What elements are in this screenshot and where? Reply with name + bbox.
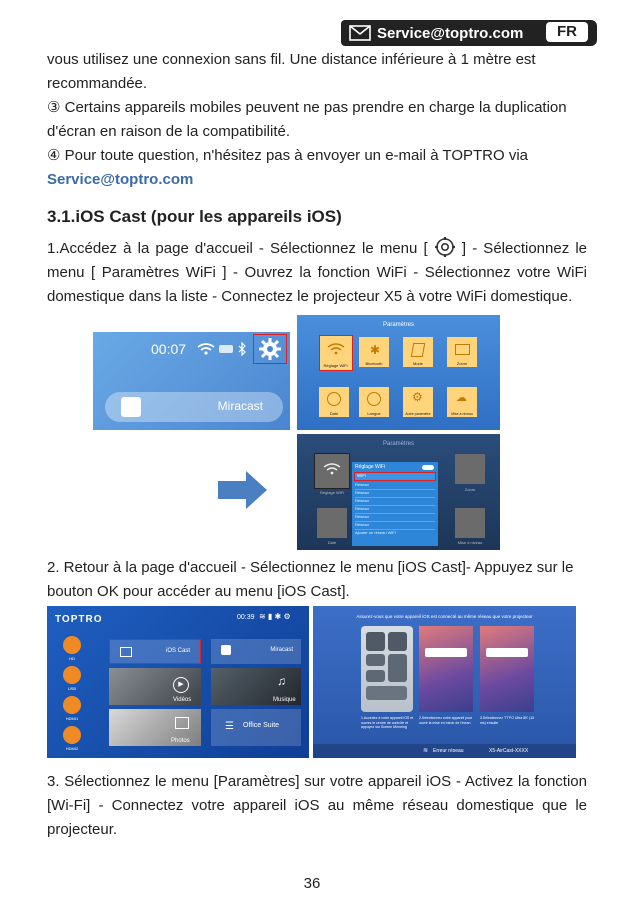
language-code: FR [546,22,588,42]
zoom-setting-tile[interactable] [447,337,477,367]
wifi-icon [197,342,215,356]
list-item-label: Réseau [355,522,369,527]
camera-icon [175,717,189,729]
settings-grid [319,335,485,425]
home-clock: 00:39 [237,614,255,621]
play-icon: ▶ [173,677,189,693]
wifi-icon [327,343,345,355]
cloud-upload-icon: ☁ [456,392,467,404]
list-item[interactable] [355,514,435,522]
ios-cast-tile[interactable] [109,639,201,664]
source-hdmi2[interactable] [63,726,81,744]
mode-icon [411,343,425,357]
list-item[interactable] [355,490,435,498]
email-badge [341,20,543,46]
page-number: 36 [303,875,321,892]
header-badge [341,20,599,46]
wifi-panel [352,462,438,546]
step3-text: 3. Sélectionnez le menu [Paramètres] sur votre appareil iOS - Activez la fonction [Wi-Fi] - Connectez votre appareil iOS au même réseau domestique que le projecteur. [47,773,587,838]
settings-item-label: Date [329,411,339,416]
settings-item-label: Mode [412,361,423,366]
office-suite-tile[interactable] [211,709,301,746]
settings-item-label: Langue [367,411,381,416]
clock-icon [327,392,341,406]
paragraph-distance: vous utilisez une connexion sans fil. Une distance inférieure à 1 mètre est recommandée. [47,51,536,92]
control-tile [366,654,385,666]
miracast-tile[interactable] [105,392,283,422]
source-label: HDMI1 [65,716,79,721]
photos-tile[interactable] [109,709,201,746]
bluetooth-icon: ✱ [370,343,381,357]
control-tile [366,686,407,700]
miracast-home-tile[interactable] [211,639,301,664]
wifi-row-highlight[interactable] [354,472,436,481]
control-tile [366,670,385,682]
list-item[interactable] [355,530,435,537]
wifi-bottom-right-label: Mise à niveau [457,540,483,545]
control-center-phone [361,626,413,712]
miracast-icon [121,397,141,417]
bluetooth-setting-tile[interactable] [359,337,389,367]
miracast-icon [221,645,231,655]
list-item-label: Réseau [355,506,369,511]
settings-item-label: Autre paramètre [405,412,431,416]
miracast-label: Miracast [217,399,263,413]
wifi-network-list [355,482,435,544]
list-icon: ☰ [225,721,234,732]
screenshot-settings-menu [297,315,500,430]
language-badge [543,20,597,46]
network-status: Erreur réseau [433,748,464,754]
device-name: X5-AirCast-XXXX [489,748,529,754]
source-label: HD [69,656,75,661]
videos-tile[interactable] [109,668,201,705]
mirroring-phone-2 [419,626,473,712]
ios-step-1: 1.Accédez à votre appareil iOS et ouvrez le centre de contrôle et appuyez sur Screen Mirroring [361,716,414,729]
list-item[interactable] [355,522,435,530]
upgrade-setting-tile[interactable] [447,387,477,417]
wifi-icon: ≋ [423,748,429,754]
wifi-bottom-left-label: Date [327,540,337,545]
zoom-tile-dim[interactable] [455,454,485,484]
wifi-row-label: WiFi [357,473,366,478]
step1-part-b: ] - Sélectionnez le menu [ Paramètres WiFi ] - Ouvrez la fonction WiFi - Sélectionnez votre WiFi domestique dans la liste - Connectez le projecteur X5 à votre WiFi domestique. [47,240,587,305]
screenshot-wifi-list [297,434,500,550]
device-popup [425,648,467,657]
gear-icon [258,337,282,361]
settings-item-label: Zoom [456,361,468,366]
screenshot-status-bar [93,332,290,430]
section-heading: 3.1.iOS Cast (pour les appareils iOS) [47,207,342,226]
list-item-label: Réseau [355,490,369,495]
ios-banner: Assurez-vous que votre appareil iOS est connecté au même réseau que votre projecteur [356,614,533,619]
step2-text: 2. Retour à la page d'accueil - Sélectionnez le menu [iOS Cast]- Appuyez sur le bouton OK pour accéder au menu [iOS Cast]. [47,559,574,600]
display-icon [455,344,470,355]
brand-logo: TOPTRO [55,614,103,625]
wifi-setting-tile[interactable] [319,335,353,371]
screenshot-ios-cast-guide [313,606,576,758]
arrow-right-icon [218,471,268,509]
wifi-toggle[interactable] [422,465,434,470]
list-item-label: Réseau [355,514,369,519]
tile-label: Photos [171,738,190,744]
upgrade-tile-dim[interactable] [455,508,485,538]
mirroring-phone-3 [480,626,534,712]
settings-gear-highlight[interactable] [253,334,287,364]
list-item[interactable] [355,482,435,490]
control-tile [366,632,385,651]
mode-setting-tile[interactable] [403,337,433,367]
date-tile-dim[interactable] [317,508,347,538]
music-tile[interactable] [211,668,301,705]
step1-part-a: 1.Accédez à la page d'accueil - Sélectionnez le menu [ [47,240,428,257]
paragraph-contact [47,144,587,192]
settings-title: Paramètres [382,322,414,328]
step1-text [47,236,587,309]
list-item-label: Ajouter un réseau WiFi [355,530,396,535]
battery-icon [219,345,233,353]
phone-tiles [366,632,408,704]
clock-text: 00:07 [151,341,187,357]
email-address: Service@toptro.com [377,24,524,42]
tile-label: Office Suite [243,722,280,729]
ios-step-3: 3.Sélectionnez 'TTPO Ultra 8K' (10 ms) ensuite [480,716,535,725]
wifi-setting-tile-dim[interactable] [314,453,350,489]
tile-label: Miracast [270,647,293,653]
language-icon [367,392,381,406]
screen-cast-icon [120,647,132,657]
other-setting-tile[interactable] [403,387,433,417]
wifi-left-label: Réglage WiFi [319,490,344,495]
ios-footer [313,744,576,758]
music-note-icon: ♫ [277,674,286,688]
tile-label: Musique [273,697,296,703]
wifi-panel-title: Réglage WiFi [355,464,386,470]
gear-icon [434,236,456,258]
list-item[interactable] [355,506,435,514]
screenshot-home-screen [47,606,309,758]
list-item-label: Réseau [355,482,369,487]
mail-icon [349,25,371,41]
source-sidebar [55,634,91,752]
contact-text: ④ Pour toute question, n'hésitez pas à envoyer un e-mail à TOPTRO via [47,147,529,164]
wifi-icon [323,463,341,475]
wifi-screen-title: Paramètres [382,441,414,447]
bluetooth-icon [238,342,246,356]
source-hdmi1[interactable] [63,696,81,714]
source-hd[interactable] [63,636,81,654]
settings-item-label: Mise à niveau [451,412,473,416]
settings-item-label: Bluetooth [365,361,383,366]
source-label: USB [67,686,77,691]
date-setting-tile[interactable] [319,387,349,417]
settings-item-label: Réglage WiFi [323,363,348,368]
device-popup [486,648,528,657]
paragraph-compat: ③ Certains appareils mobiles peuvent ne pas prendre en charge la duplication d'écran en raison de la compatibilité. [47,99,567,140]
status-icons: ≋ ▮ ✱ ⚙ [259,612,291,621]
tile-label: iOS Cast [165,648,190,654]
control-tile [388,632,407,651]
list-item[interactable] [355,498,435,506]
source-label: HDMI2 [65,746,79,751]
source-usb[interactable] [63,666,81,684]
ios-step-2: 2.Sélectionnez votre appareil pour ouvrir la mise en miroir de l'écran [419,716,473,725]
gear-icon: ⚙ [412,390,423,404]
control-tile [388,654,407,682]
list-item-label: Réseau [355,498,369,503]
tile-label: Vidéos [173,697,192,703]
wifi-right-label: Zoom [464,487,476,492]
contact-email-link[interactable]: Service@toptro.com [47,171,194,188]
language-setting-tile[interactable] [359,387,389,417]
